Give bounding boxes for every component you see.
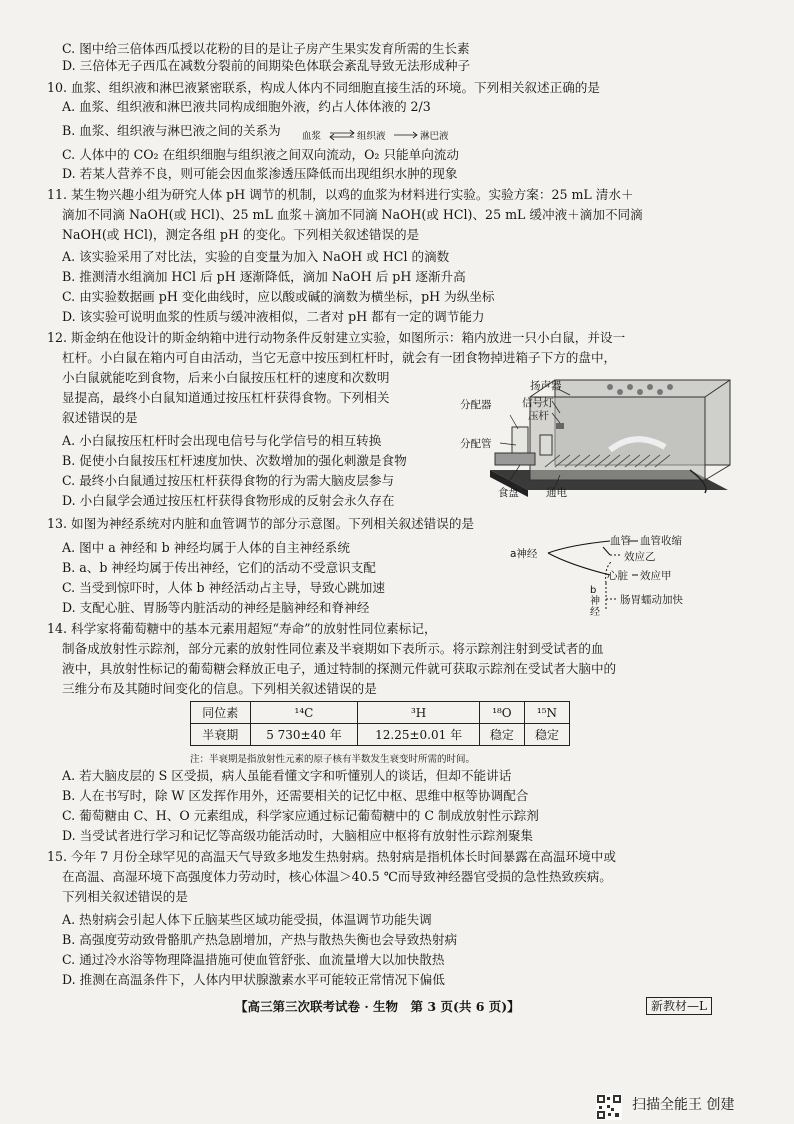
q12-option-b: B. 促使小白鼠按压杠杆速度加快、次数增加的强化刺激是食物 bbox=[62, 453, 407, 468]
table-row bbox=[191, 702, 570, 724]
table-cell: ¹⁸O bbox=[479, 702, 524, 724]
edition-badge: 新教材—L bbox=[646, 997, 712, 1015]
table-note: 注：半衰期是指放射性元素的原子核有半数发生衰变时所需的时间。 bbox=[190, 754, 476, 765]
q14-option-c: C. 葡萄糖由 C、H、O 元素组成，科学家应通过标记葡萄糖中的 C 制成放射性示踪剂 bbox=[62, 808, 539, 823]
q10-option-b: B. 血浆、组织液与淋巴液之间的关系为 bbox=[62, 123, 281, 138]
q11-option-a: A. 该实验采用了对比法，实验的自变量为加入 NaOH 或 HCl 的滴数 bbox=[62, 249, 450, 264]
q15-option-c: C. 通过冷水浴等物理降温措施可使血管舒张、血流量增大以加快散热 bbox=[62, 952, 445, 967]
q12-option-a: A. 小白鼠按压杠杆时会出现电信号与化学信号的相互转换 bbox=[62, 433, 382, 448]
table-cell: 5 730±40 年 bbox=[250, 724, 358, 746]
scanner-watermark: 扫描全能王 创建 bbox=[632, 1097, 735, 1113]
q11-option-d: D. 该实验可说明血浆的性质与缓冲液相似，二者对 pH 都有一定的调节能力 bbox=[62, 309, 485, 324]
q12-stem-line3: 小白鼠就能吃到食物，后来小白鼠按压杠杆的速度和次数明 bbox=[62, 370, 390, 385]
label-lever: 压杆 bbox=[528, 410, 549, 422]
q10-stem: 10. 血浆、组织液和淋巴液紧密联系，构成人体内不同细胞直接生活的环境。下列相关叙述正确的是 bbox=[47, 80, 600, 95]
table-cell: ¹⁴C bbox=[250, 702, 358, 724]
effect-a-label: 效应甲 bbox=[640, 570, 672, 582]
q11-stem-line3: NaOH(或 HCl)，测定各组 pH 的变化。下列相关叙述错误的是 bbox=[62, 227, 420, 242]
table-cell: 稳定 bbox=[524, 724, 569, 746]
q12-stem-line5: 叙述错误的是 bbox=[62, 410, 138, 425]
q10-option-a: A. 血浆、组织液和淋巴液共同构成细胞外液，约占人体体液的 2/3 bbox=[62, 99, 431, 114]
qr-pattern bbox=[596, 1094, 622, 1120]
q14-stem-line3: 液中，具放射性标记的葡萄糖会释放正电子，通过特制的探测元件就可获取示踪剂在受试者大脑中的 bbox=[62, 661, 617, 676]
skinner-box-drawing bbox=[460, 375, 742, 500]
q12-option-c: C. 最终小白鼠通过按压杠杆获得食物的行为需大脑皮层参与 bbox=[62, 473, 395, 488]
q12-stem-line1: 12. 斯金纳在他设计的斯金纳箱中进行动物条件反射建立实验，如图所示：箱内放进一只小白鼠，并设一 bbox=[47, 330, 626, 345]
q14-option-b: B. 人在书写时，除 W 区发挥作用外，还需要相关的记忆中枢、思维中枢等协调配合 bbox=[62, 788, 529, 803]
q14-stem-line2: 制备成放射性示踪剂，部分元素的放射性同位素及半衰期如下表所示。将示踪剂注射到受试者的血 bbox=[62, 641, 604, 656]
page-footer: 【高三第三次联考试卷 · 生物 第 3 页(共 6 页)】 bbox=[235, 999, 520, 1014]
vessel-contraction-label: 血管收缩 bbox=[640, 535, 682, 547]
q14-stem-line4: 三维分布及其随时间变化的信息。下列相关叙述错误的是 bbox=[62, 681, 377, 696]
lymph-label: 淋巴液 bbox=[420, 131, 449, 142]
vessel-label: 血管 bbox=[610, 535, 631, 547]
q15-stem-line1: 15. 今年 7 月份全球罕见的高温天气导致多地发生热射病。热射病是指机体长时间暴露在高温环境中或 bbox=[47, 849, 616, 864]
q13-option-a: A. 图中 a 神经和 b 神经均属于人体的自主神经系统 bbox=[62, 540, 350, 555]
table-cell: ¹⁵N bbox=[524, 702, 569, 724]
q11-option-b: B. 推测清水组滴加 HCl 后 pH 逐渐降低，滴加 NaOH 后 pH 逐渐升高 bbox=[62, 269, 466, 284]
table-row bbox=[191, 724, 570, 746]
qr-code-icon bbox=[596, 1094, 622, 1120]
table-cell: 半衰期 bbox=[191, 724, 251, 746]
gut-motility-label: 肠胃蠕动加快 bbox=[620, 594, 683, 606]
q12-stem-line4: 显提高，最终小白鼠知道通过按压杠杆获得食物。下列相关 bbox=[62, 390, 390, 405]
q14-stem-line1: 14. 科学家将葡萄糖中的基本元素用超短“寿命”的放射性同位素标记， bbox=[47, 621, 437, 636]
q11-stem-line2: 滴加不同滴 NaOH(或 HCl)、25 mL 血浆＋滴加不同滴 NaOH(或 HCl)、25 mL 缓冲液＋滴加不同滴 bbox=[62, 207, 643, 222]
tissue-fluid-label: 组织液 bbox=[357, 131, 386, 142]
q15-stem-line2: 在高温、高湿环境下高强度体力劳动时，核心体温＞40.5 ℃而导致神经器官受损的急性热致疾病。 bbox=[62, 869, 612, 884]
plasma-label: 血浆 bbox=[302, 131, 322, 142]
label-food-tray: 食盘 bbox=[498, 487, 519, 499]
q15-option-a: A. 热射病会引起人体下丘脑某些区域功能受损，体温调节功能失调 bbox=[62, 912, 432, 927]
q12-stem-line2: 杠杆。小白鼠在箱内可自由活动，当它无意中按压到杠杆时，就会有一团食物掉进箱子下方的盘中， bbox=[62, 350, 617, 365]
table-cell: 12.25±0.01 年 bbox=[358, 724, 480, 746]
q13-option-c: C. 当受到惊吓时，人体 b 神经活动占主导，导致心跳加速 bbox=[62, 580, 385, 595]
b-nerve-label: b神经 bbox=[590, 585, 600, 618]
q14-option-a: A. 若大脑皮层的 S 区受损，病人虽能看懂文字和听懂别人的谈话，但却不能讲话 bbox=[62, 768, 512, 783]
effect-b-label: 效应乙 bbox=[624, 551, 656, 563]
label-signal-light: 信号灯 bbox=[522, 397, 554, 409]
q15-option-d: D. 推测在高温条件下，人体内甲状腺激素水平可能较正常情况下偏低 bbox=[62, 972, 445, 987]
relation-arrows bbox=[302, 124, 462, 144]
nerve-diagram bbox=[510, 533, 745, 623]
q9-option-d: D. 三倍体无子西瓜在减数分裂前的间期染色体联会紊乱导致无法形成种子 bbox=[62, 58, 471, 73]
q13-option-d: D. 支配心脏、胃肠等内脏活动的神经是脑神经和脊神经 bbox=[62, 600, 370, 615]
label-speaker: 扬声器 bbox=[530, 380, 562, 392]
isotope-table bbox=[190, 701, 570, 746]
q11-option-c: C. 由实验数据画 pH 变化曲线时，应以酸或碱的滴数为横坐标，pH 为纵坐标 bbox=[62, 289, 495, 304]
table-cell: ³H bbox=[358, 702, 480, 724]
q13-stem: 13. 如图为神经系统对内脏和血管调节的部分示意图。下列相关叙述错误的是 bbox=[47, 516, 475, 531]
q11-stem-line1: 11. 某生物兴趣小组为研究人体 pH 调节的机制，以鸡的血浆为材料进行实验。实验方案：25 mL 清水＋ bbox=[47, 187, 634, 202]
heart-label: 心脏 bbox=[607, 570, 628, 582]
label-power: 通电 bbox=[546, 487, 567, 499]
q10-relation-diagram bbox=[302, 124, 462, 144]
q10-option-d: D. 若某人营养不良，则可能会因血浆渗透压降低而出现组织水肿的现象 bbox=[62, 166, 458, 181]
q15-stem-line3: 下列相关叙述错误的是 bbox=[62, 889, 188, 904]
label-dispensing-tube: 分配管 bbox=[460, 438, 492, 450]
q12-option-d: D. 小白鼠学会通过按压杠杆获得食物形成的反射会永久存在 bbox=[62, 493, 395, 508]
skinner-box-figure bbox=[460, 375, 742, 500]
q9-option-c: C. 图中给三倍体西瓜授以花粉的目的是让子房产生果实发育所需的生长素 bbox=[62, 41, 470, 56]
a-nerve-label: a神经 bbox=[510, 548, 538, 560]
q10-option-c: C. 人体中的 CO₂ 在组织细胞与组织液之间双向流动，O₂ 只能单向流动 bbox=[62, 147, 460, 162]
table-cell: 稳定 bbox=[479, 724, 524, 746]
q15-option-b: B. 高强度劳动致骨骼肌产热急剧增加，产热与散热失衡也会导致热射病 bbox=[62, 932, 458, 947]
table-cell: 同位素 bbox=[191, 702, 251, 724]
q14-option-d: D. 当受试者进行学习和记忆等高级功能活动时，大脑相应中枢将有放射性示踪剂聚集 bbox=[62, 828, 534, 843]
q13-option-b: B. a、b 神经均属于传出神经，它们的活动不受意识支配 bbox=[62, 560, 376, 575]
label-dispenser: 分配器 bbox=[460, 399, 492, 411]
